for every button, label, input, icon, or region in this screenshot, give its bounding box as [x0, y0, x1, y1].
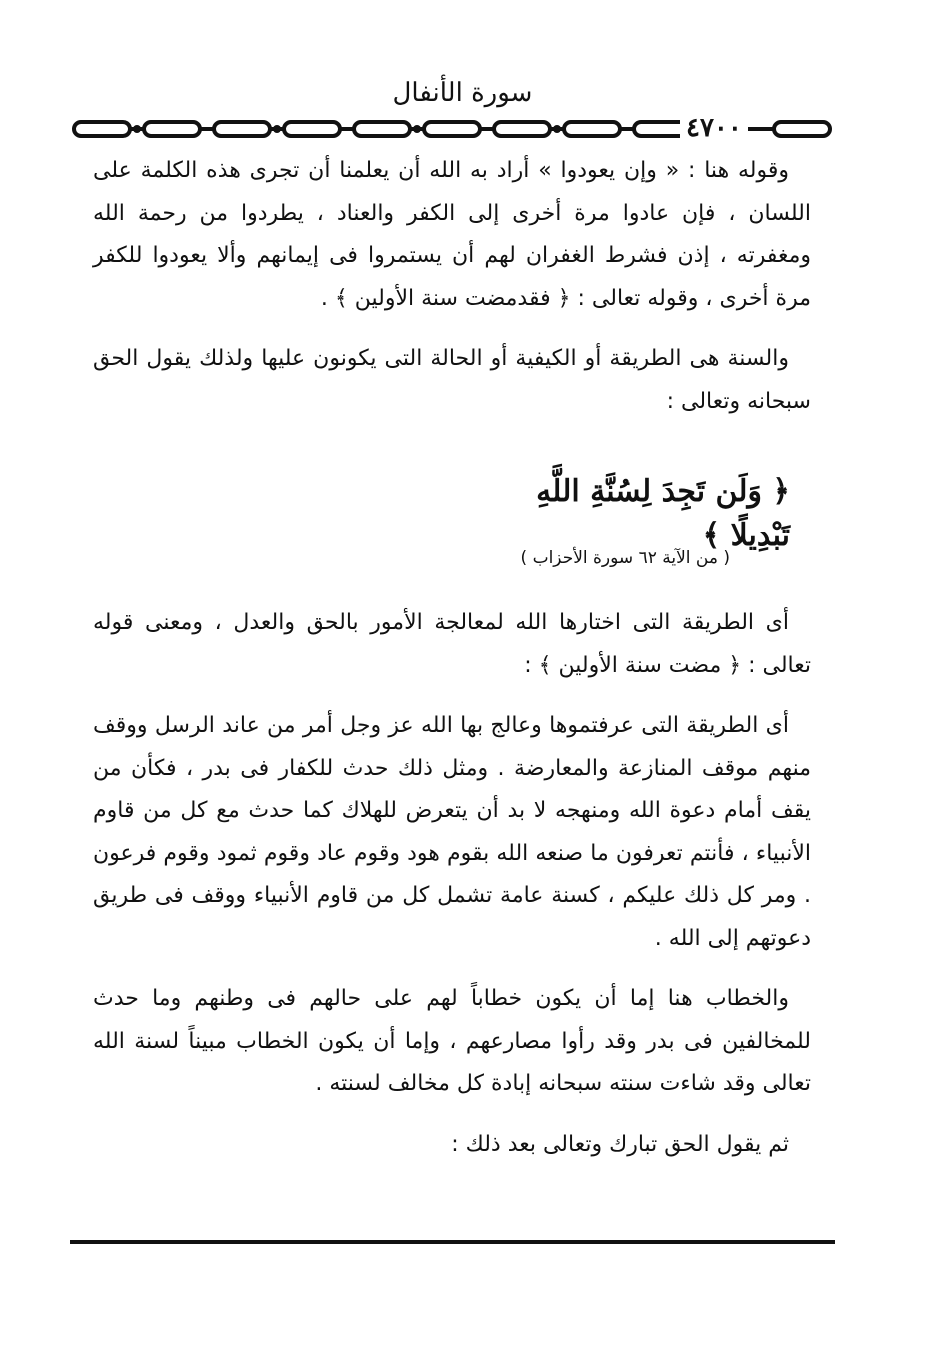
text-block-top — [93, 150, 811, 423]
paragraph: أى الطريقة التى اختارها الله لمعالجة الأمور بالحق والعدل ، ومعنى قوله تعالى : ﴿ مضت سنة الأولين ﴾ : — [93, 610, 811, 678]
paragraph: أى الطريقة التى عرفتموها وعالج بها الله عز وجل أمر من عاند الرسل ووقف منهم موقف المنازعة والمعارضة . ومثل ذلك حدث للكفار فى بدر ، فكأن من يقف أمام دعوة الله ومنهجه لا بد أن يتعرض للهلاك كما حدث مع كل من قاوم الأنبياء ، فأنتم تعرفون ما صنعه الله بقوم هود وقوم عاد وقوم ثمود وقوم فرعون . ومر كل ذلك عليكم ، كسنة عامة تشمل كل من قاوم الأنبياء ووقف فى طريق دعوتهم إلى الله . — [93, 713, 811, 951]
footer-rule — [70, 1240, 835, 1244]
surah-title: سورة الأنفال — [392, 78, 533, 108]
paragraph: والسنة هى الطريقة أو الكيفية أو الحالة التى يكونون عليها ولذلك يقول الحق سبحانه وتعالى : — [93, 346, 811, 414]
quran-verse: ﴿ وَلَن تَجِدَ لِسُنَّةِ اللَّهِ تَبْدِيلًا ﴾ — [536, 474, 790, 553]
paragraph: ثم يقول الحق تبارك وتعالى بعد ذلك : — [451, 1131, 789, 1157]
paragraph: وقوله هنا : « وإن يعودوا » أراد به الله أن يعلمنا أن تجرى هذه الكلمة على اللسان ، فإن عادوا مرة أخرى إلى الكفر والعناد ، يطردوا من رحمة الله ومغفرته ، إذن فشرط الغفران لهم أن يستمروا فى إيمانهم وألا يعودوا للكفر مرة أخرى ، وقوله تعالى : ﴿ فقدمضت سنة الأولين ﴾ . — [93, 158, 811, 311]
paragraph: والخطاب هنا إما أن يكون خطاباً لهم على حالهم فى وطنهم وما حدث للمخالفين فى بدر وقد رأوا مصارعهم ، وإما أن يكون الخطاب مبيناً لسنة الله تعالى وقد شاءت سنته سبحانه إبادة كل مخالف لسنته . — [93, 986, 811, 1096]
verse-citation: ( من الآية ٦٢ سورة الأحزاب ) — [520, 548, 730, 568]
text-block-bottom — [93, 602, 811, 1166]
page-number: ٤٧٠٠ — [680, 112, 748, 144]
